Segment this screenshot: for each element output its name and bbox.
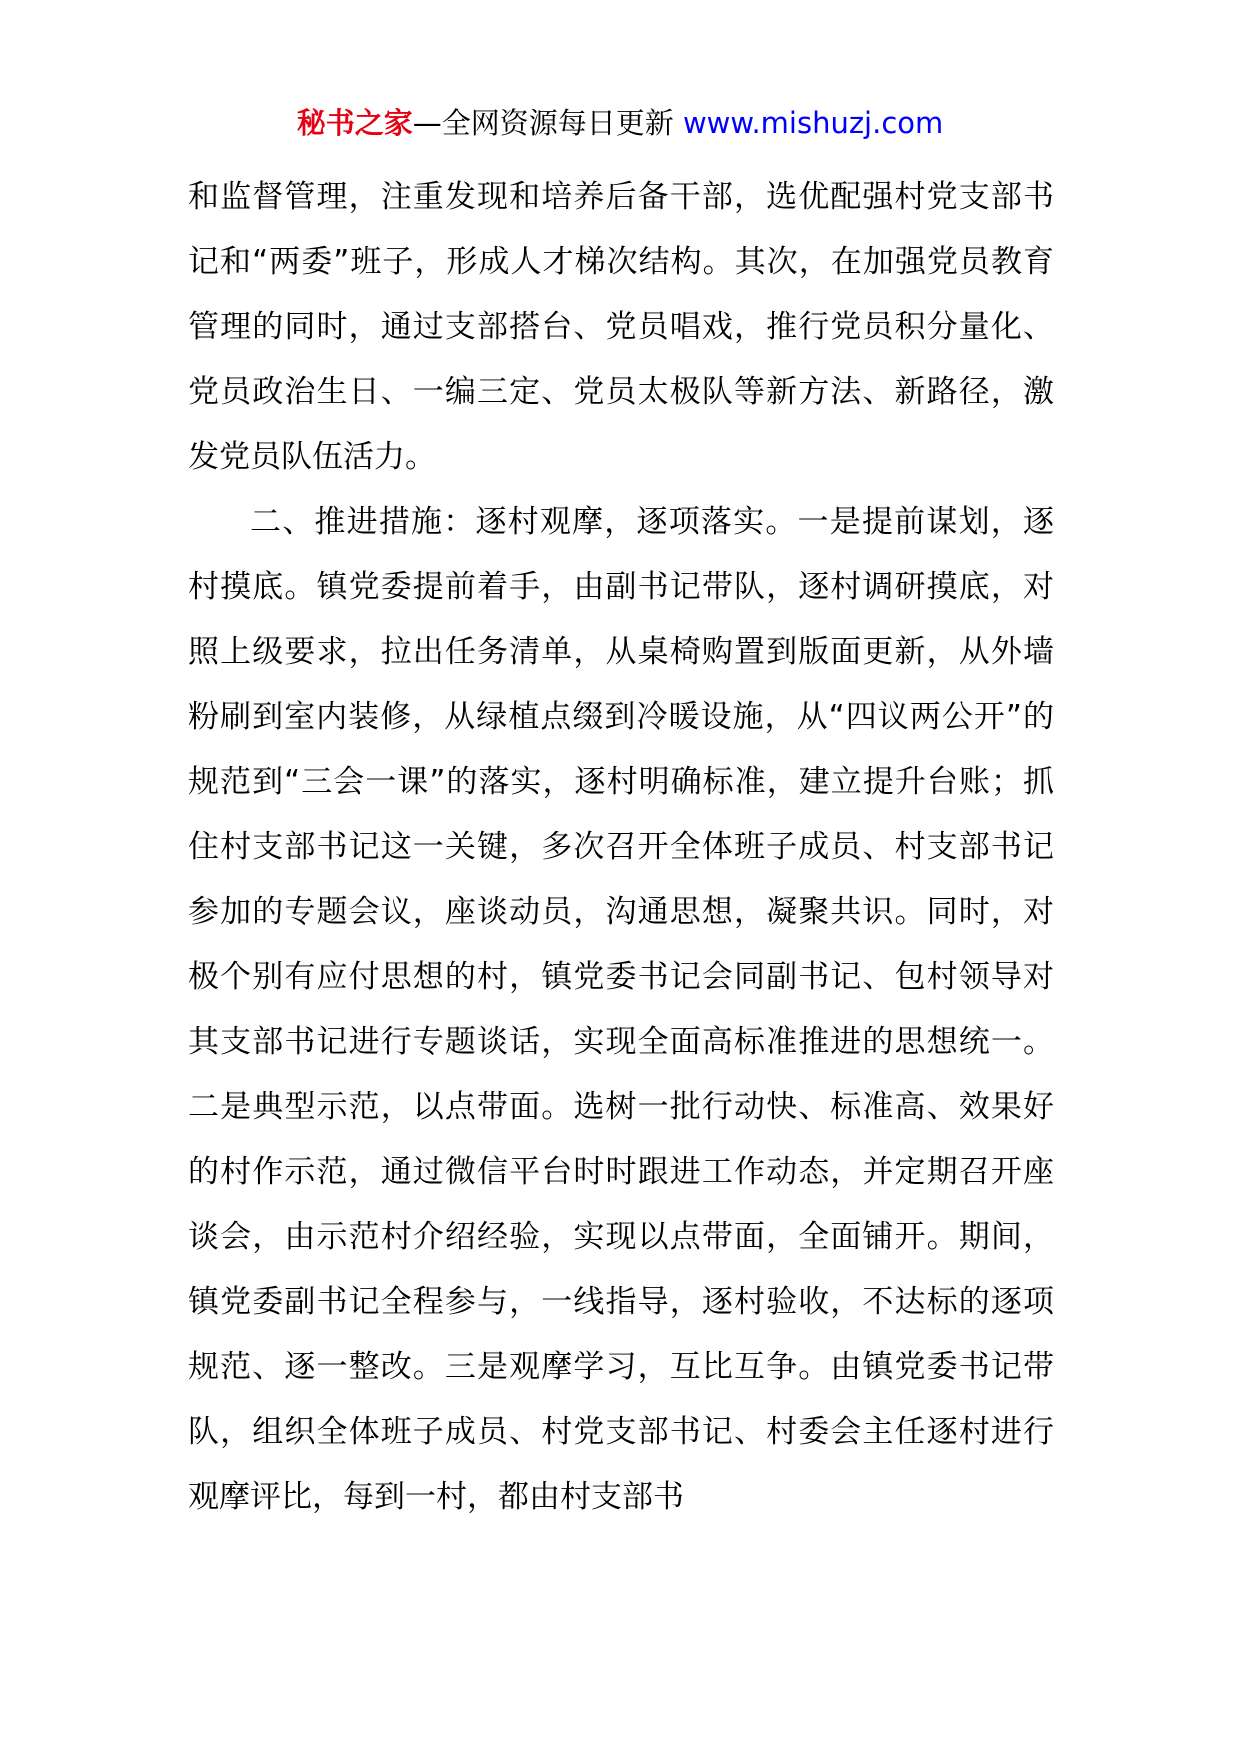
page-header (0, 100, 1240, 146)
brand-name: 秘书之家 (296, 106, 413, 140)
paragraph-continued: 和监督管理，注重发现和培养后备干部，选优配强村党支部书记和“两委”班子，形成人才梯次结构。其次，在加强党员教育管理的同时，通过支部搭台、党员唱戏，推行党员积分量化、党员政治生日、一编三定、党员太极队等新方法、新路径，激发党员队伍活力。 (188, 179, 1054, 475)
paragraph-section-two: 二、推进措施：逐村观摩，逐项落实。一是提前谋划，逐村摸底。镇党委提前着手，由副书记带队，逐村调研摸底，对照上级要求，拉出任务清单，从桌椅购置到版面更新，从外墙粉刷到室内装修，从绿植点缀到冷暖设施，从“四议两公开”的规范到“三会一课”的落实，逐村明确标准，建立提升台账；抓住村支部书记这一关键，多次召开全体班子成员、村支部书记参加的专题会议，座谈动员，沟通思想，凝聚共识。同时，对极个别有应付思想的村，镇党委书记会同副书记、包村领导对其支部书记进行专题谈话，实现全面高标准推进的思想统一。二是典型示范，以点带面。选树一批行动快、标准高、效果好的村作示范，通过微信平台时时跟进工作动态，并定期召开座谈会，由示范村介绍经验，实现以点带面，全面铺开。期间，镇党委副书记全程参与，一线指导，逐村验收，不达标的逐项规范、逐一整改。三是观摩学习，互比互争。由镇党委书记带队，组织全体班子成员、村党支部书记、村委会主任逐村进行观摩评比，每到一村，都由村支部书 (188, 504, 1054, 1515)
document-body (188, 165, 1054, 1530)
website-link[interactable]: www.mishuzj.com (682, 106, 944, 140)
header-slogan: —全网资源每日更新 (412, 106, 683, 140)
